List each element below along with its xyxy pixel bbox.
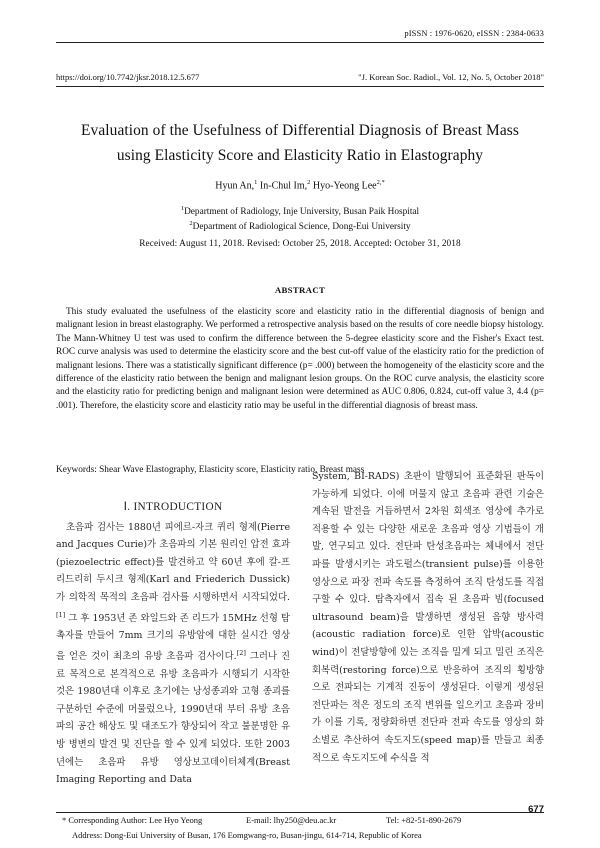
intro-left-column [56, 499, 290, 789]
author-1: Hyun An, [215, 180, 255, 192]
affiliation-2 [0, 220, 600, 232]
keywords: Keywords: Shear Wave Elastography, Elasticity score, Elasticity ratio, Breast mass [56, 465, 365, 475]
intro-paragraph-left [56, 519, 290, 789]
journal-citation: "J. Korean Soc. Radiol., Vol. 12, No. 5, October 2018" [358, 72, 544, 82]
author-phone: Tel: +82-51-890-2679 [386, 815, 462, 825]
abstract-body: This study evaluated the usefulness of the elasticity score and elasticity ratio in the differential diagnosis of benign and malignant lesion in breast elastography. We performed a retrospective analysis based on the results of core needle biopsy histology. The Mann-Whitney U test was used to confirm the difference between the 5-degree elasticity score and the Fisher's Exact test. ROC curve analysis was used to determine the elasticity score and the best cut-off value of the elasticity ratio for the prediction of malignant lesions. There was a statistically significant difference (p= .000) between the homogeneity of the elasticity score and the difference of the elasticity ratio between the benign and malignant lesion groups. On the ROC curve analysis, the elasticity score and the elasticity ratio for predicting benign and malignant lesion were determined as AUC 0.806, 0.824, cut-off value 3, 4.4 (p= .001). Therefore, the elasticity score and elasticity ratio may be useful in the differential diagnosis of breast mass. [56, 307, 544, 411]
affiliation-2-number: 2 [189, 220, 193, 227]
author-2: In-Chul Im, [257, 180, 308, 192]
footer-rule [56, 812, 544, 813]
footer-contact-line [62, 815, 461, 825]
issn-line: pISSN : 1976-0620, eISSN : 2384-0633 [404, 28, 544, 38]
intro-text-b: 그 후 1953년 존 와일드와 존 리드가 15MHz 선형 탐촉자를 만들어 7mm 크기의 유방암에 대한 실시간 영상을 얻은 것이 최초의 유방 초음파 검사이다. [56, 612, 290, 662]
received-dates: Received: August 11, 2018. Revised: October 25, 2018. Accepted: October 31, 2018 [139, 239, 461, 249]
citation-ref-2[interactable]: [2] [236, 648, 246, 657]
affiliation-1-number: 1 [180, 205, 185, 212]
author-2-affil: 2 [307, 179, 311, 186]
author-email[interactable]: E-mail: lhy250@deu.ac.kr [246, 815, 337, 825]
author-3-affil: 2,* [376, 179, 385, 186]
affiliation-1 [0, 205, 600, 217]
intro-right-column [312, 468, 544, 767]
affiliation-1-text: Department of Radiology, Inje University, Busan Paik Hospital [184, 207, 420, 218]
intro-text-c: 그러나 진료 목적으로 본격적으로 유방 초음파가 시행되기 시작한 것은 1980년대 이후로 초기에는 낭성종괴와 고형 종괴를 구분하던 수준에 머물렀으나, 1990년대 부터 유방 초음파의 공간 해상도 및 대조도가 향상되어 작고 불분명한 유방 병변의 발견 및 진단을 할 수 있게 되었다. 또한 2003년에는 초음파 유방 영상보고데이터체계(Breast Imaging Reporting and Data [56, 651, 291, 786]
intro-paragraph-right: System, BI-RADS) 초판이 발행되어 표준화된 판독이 가능하게 되었다. 이에 머물지 않고 초음파 관련 기술은 계속된 발전을 거듭하면서 2차원 회색조 영상에 추가로 적용할 수 있는 다양한 새로운 초음파 영상 기법들이 개발, 연구되고 있다. 전단파 탄성초음파는 체내에서 전단파를 발생시키는 과도펄스(transient pulse)를 이용한 영상으로 파장 전파 속도를 측정하여 조직 탄성도를 직접 구할 수 있다. 탐측자에서 집속 된 초음파 빔(focused ultrasound beam)을 발생하면 생성된 음향 방사력(acoustic radiation force)로 인한 압박(acoustic wind)이 전달방향에 있는 조직을 밀게 되고 밀린 조직은 회복력(restoring force)으로 반응하여 조직의 횡방향으로 전파되는 기계적 진동이 생성된다. 이렇게 생성된 전단파는 적은 정도의 조직 변위를 일으키고 초음파 장비가 이를 기록, 정량화하면 전단파 전파 속도를 영상의 화소별로 추산하여 속도지도(speed map)를 만들고 최종적으로 속도지도에 수식을 적 [312, 471, 544, 764]
author-list [0, 179, 600, 191]
doi-link[interactable]: https://doi.org/10.7742/jksr.2018.12.5.677 [56, 72, 200, 82]
author-address: Address: Dong-Eui University of Busan, 176 Eomgwang-ro, Busan-jingu, 614-714, Republic of Korea [72, 830, 422, 840]
abstract-heading: ABSTRACT [274, 285, 326, 295]
paper-title [40, 118, 560, 168]
intro-text-a: 초음파 검사는 1880년 피에르-자크 퀴리 형제(Pierre and Jacques Curie)가 초음파의 기본 원리인 압전 효과(piezoelectric effect)를 발견하고 약 60년 후에 칼-프리드리히 두시크 형제(Karl and Friederich Dussick)가 의학적 목적의 초음파 검사를 시행하면서 시작되었다. [56, 521, 290, 603]
corresponding-author: * Corresponding Author: Lee Hyo Yeong [62, 815, 203, 825]
author-3: Hyo-Yeong Lee [310, 180, 377, 192]
header-rule-top [56, 42, 544, 43]
header-rule-bottom [56, 86, 544, 87]
affiliation-2-text: Department of Radiological Science, Dong-Eui University [192, 222, 411, 233]
citation-ref-1[interactable]: [1] [56, 610, 66, 619]
page-number: 677 [528, 804, 544, 815]
title-line-1: Evaluation of the Usefulness of Differential Diagnosis of Breast Mass [81, 122, 519, 139]
intro-heading: Ⅰ. INTRODUCTION [123, 501, 223, 513]
author-1-affil: 1 [254, 179, 258, 186]
title-line-2: using Elasticity Score and Elasticity Ratio in Elastography [116, 147, 484, 164]
